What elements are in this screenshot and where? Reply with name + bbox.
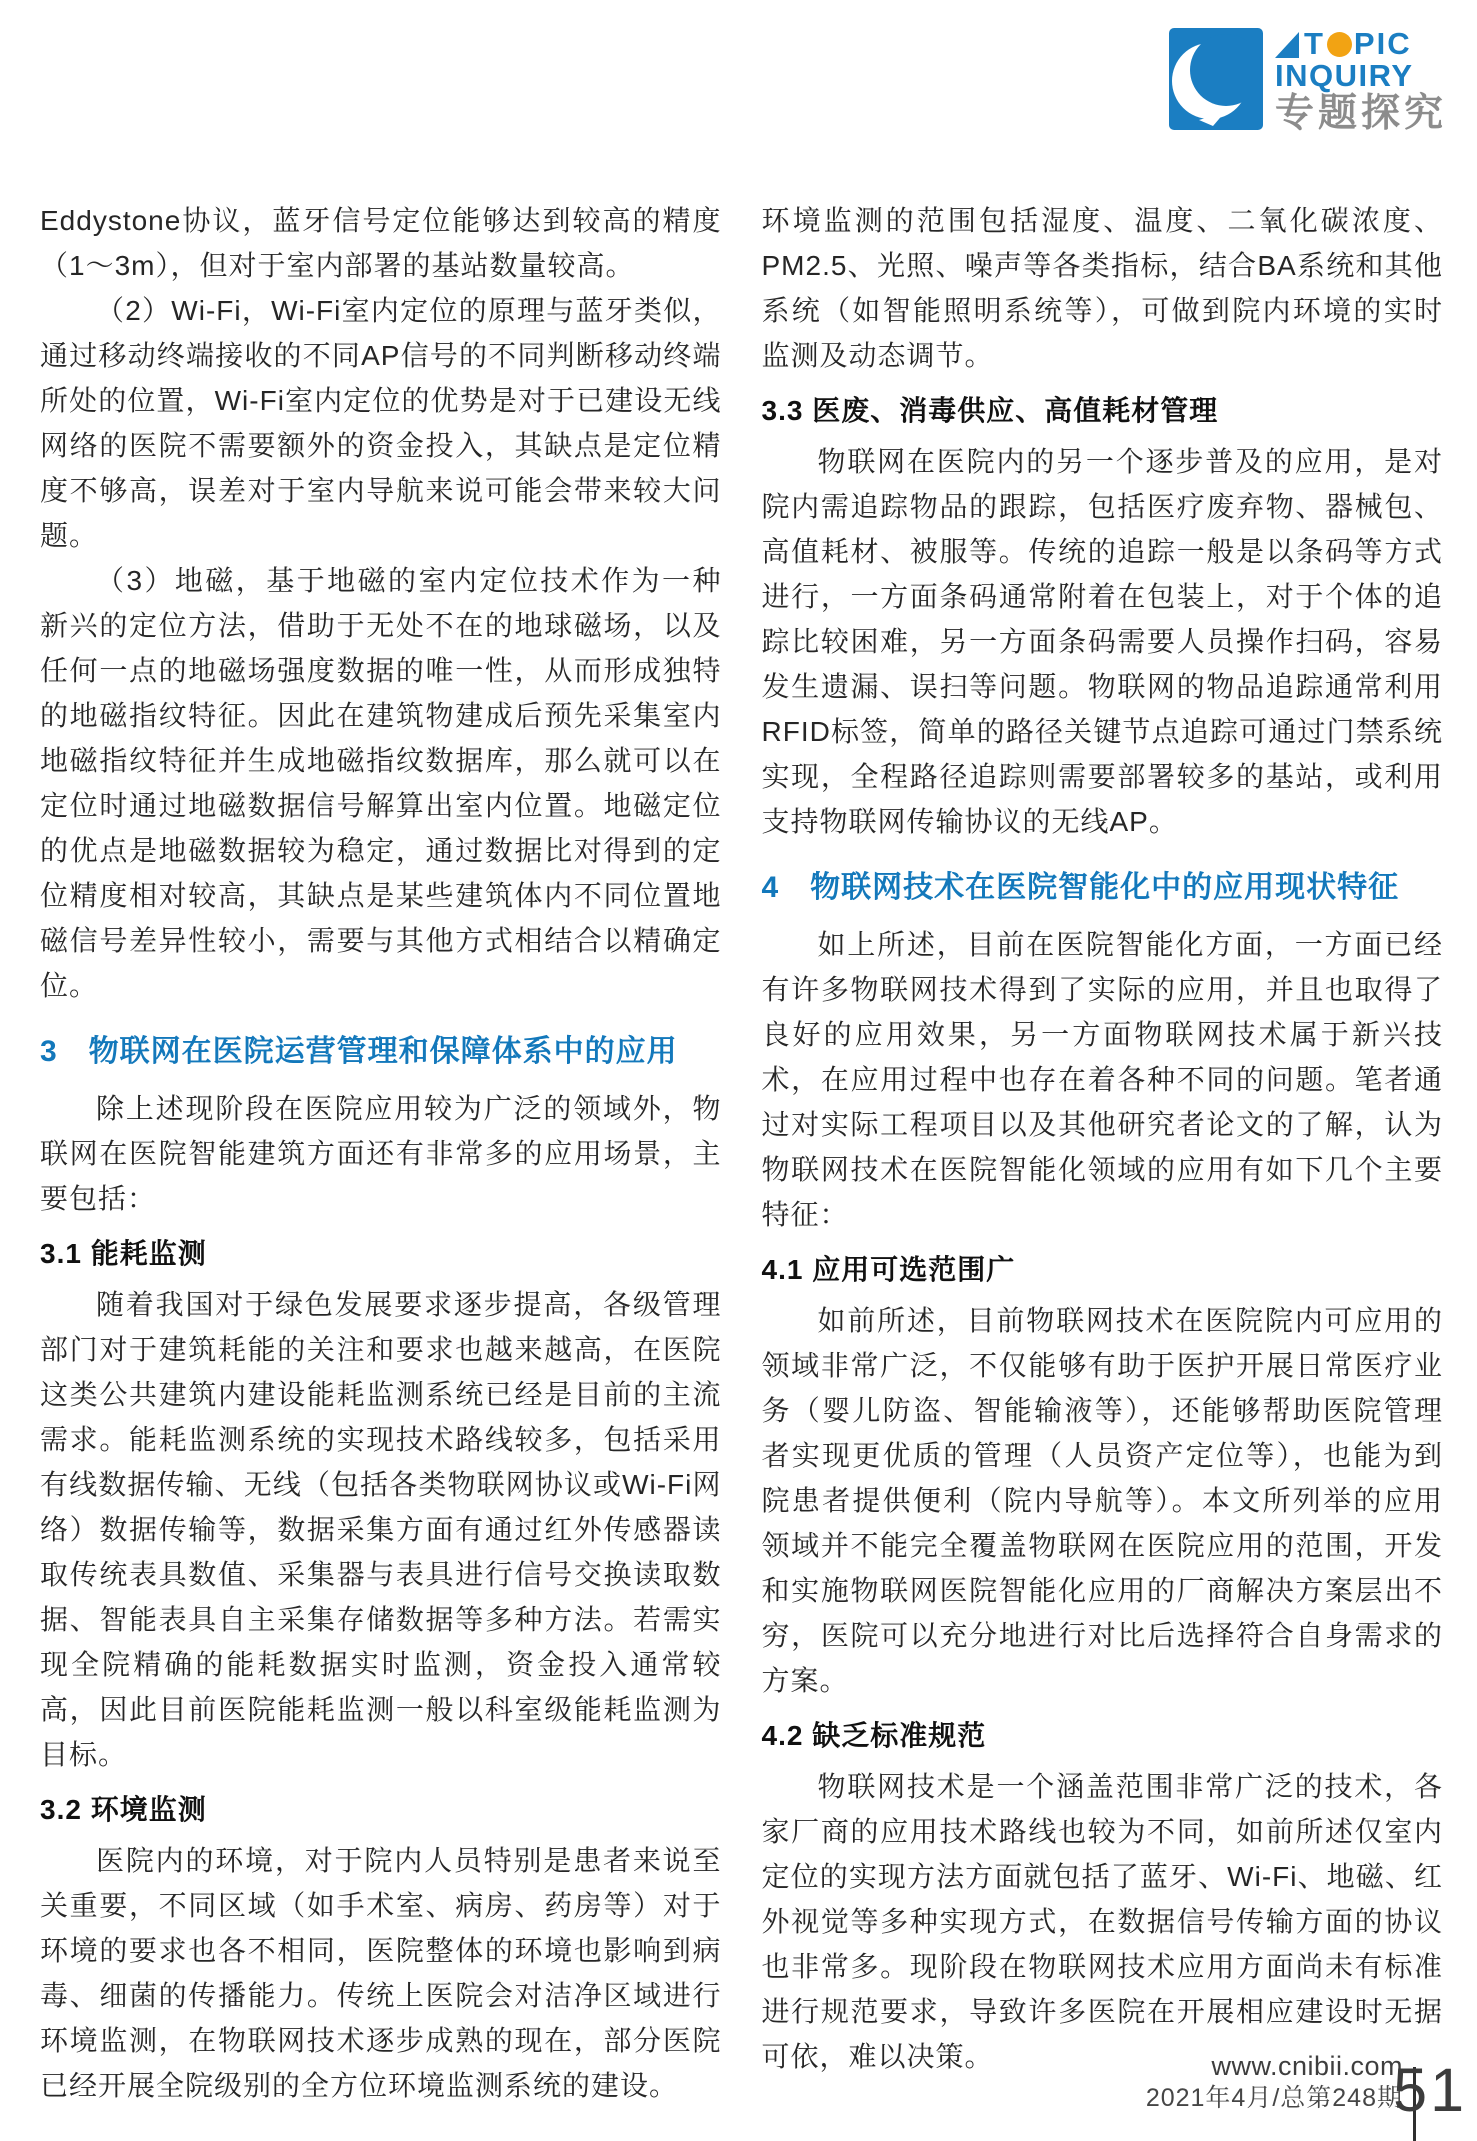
paragraph: 随着我国对于绿色发展要求逐步提高，各级管理部门对于建筑耗能的关注和要求也越来越高，在医院这类公共建筑内建设能耗监测系统已经是目前的主流需求。能耗监测系统的实现技术路线较多，包括采用有线数据传输、无线（包括各类物联网协议或Wi-Fi网络）数据传输等，数据采集方面有通过红外传感器读取传统表具数值、采集器与表具进行信号交换读取数据、智能表具自主采集存储数据等多种方法。若需实现全院精确的能耗数据实时监测，资金投入通常较高，因此目前医院能耗监测一般以科室级能耗监测为目标。 <box>40 1289 722 1770</box>
footer-info <box>1146 2051 1403 2113</box>
paragraph: 医院内的环境，对于院内人员特别是患者来说至关重要，不同区域（如手术室、病房、药房等）对于环境的要求也各不相同，医院整体的环境也影响到病毒、细菌的传播能力。传统上医院会对洁净区域进行环境监测，在物联网技术逐步成熟的现在，部分医院已经开展全院级别的全方位环境监测系统的建设。 <box>40 1845 722 2101</box>
logo-topic-pic: PIC <box>1353 26 1412 61</box>
paragraph: （3）地磁，基于地磁的室内定位技术作为一种新兴的定位方法，借助于无处不在的地球磁场，以及任何一点的地磁场强度数据的唯一性，从而形成独特的地磁指纹特征。因此在建筑物建成后预先采集室内地磁指纹特征并生成地磁指纹数据库，那么就可以在定位时通过地磁数据信号解算出室内位置。地磁定位的优点是地磁数据较为稳定，通过数据比对得到的定位精度相对较高，其缺点是某些建筑体内不同位置地磁信号差异性较小，需要与其他方式相结合以精确定位。 <box>40 565 722 1001</box>
paragraph: 物联网在医院内的另一个逐步普及的应用，是对院内需追踪物品的跟踪，包括医疗废弃物、器械包、高值耗材、被服等。传统的追踪一般是以条码等方式进行，一方面条码通常附着在包装上，对于个体的追踪比较困难，另一方面条码需要人员操作扫码，容易发生遗漏、误扫等问题。物联网的物品追踪通常利用RFID标签，简单的路径关键节点追踪可通过门禁系统实现，全程路径追踪则需要部署较多的基站，或利用支持物联网传输协议的无线AP。 <box>761 446 1443 837</box>
paragraph: 环境监测的范围包括湿度、温度、二氧化碳浓度、PM2.5、光照、噪声等各类指标，结合BA系统和其他系统（如智能照明系统等），可做到院内环境的实时监测及动态调节。 <box>761 205 1443 371</box>
right-column <box>762 198 1444 2108</box>
paragraph: Eddystone协议，蓝牙信号定位能够达到较高的精度（1～3m），但对于室内部署的基站数量较高。 <box>40 205 722 281</box>
paragraph: 如前所述，目前物联网技术在医院院内可应用的领域非常广泛，不仅能够有助于医护开展日常医疗业务（婴儿防盗、智能输液等），还能够帮助医院管理者实现更优质的管理（人员资产定位等），也能为到院患者提供便利（院内导航等）。本文所列举的应用领域并不能完全覆盖物联网在医院应用的范围，开发和实施物联网医院智能化应用的厂商解决方案层出不穷，医院可以充分地进行对比后选择符合自身需求的方案。 <box>761 1305 1443 1696</box>
topic-inquiry-logo <box>1169 28 1447 135</box>
logo-triangle-icon <box>1275 32 1299 58</box>
logo-topic-row <box>1275 26 1412 61</box>
logo-topic-text <box>1303 26 1412 61</box>
page-number: 51 <box>1393 2056 1467 2124</box>
logo-topic-t: T <box>1303 26 1325 61</box>
paragraph: 物联网技术是一个涵盖范围非常广泛的技术，各家厂商的应用技术路线也较为不同，如前所述仅室内定位的实现方法方面就包括了蓝牙、Wi-Fi、地磁、红外视觉等多种实现方式，在数据信号传输方面的协议也非常多。现阶段在物联网技术应用方面尚未有标准进行规范要求，导致许多医院在开展相应建设时无据可依，难以决策。 <box>761 1771 1443 2072</box>
paragraph: 如上所述，目前在医院智能化方面，一方面已经有许多物联网技术得到了实际的应用，并且也取得了良好的应用效果，另一方面物联网技术属于新兴技术，在应用过程中也存在着各种不同的问题。笔者通过对实际工程项目以及其他研究者论文的了解，认为物联网技术在医院智能化领域的应用有如下几个主要特征： <box>761 929 1443 1230</box>
logo-text-block <box>1275 28 1447 135</box>
subsection-heading: 3.1 能耗监测 <box>40 1238 207 1269</box>
footer-website: www.cnibii.com <box>1211 2051 1403 2081</box>
subsection-heading: 4.1 应用可选范围广 <box>761 1254 1016 1285</box>
logo-inquiry-text: INQUIRY <box>1274 58 1414 93</box>
paragraph: （2）Wi-Fi，Wi-Fi室内定位的原理与蓝牙类似，通过移动终端接收的不同AP信号的不同判断移动终端所处的位置，Wi-Fi室内定位的优势是对于已建设无线网络的医院不需要额外的资金投入，其缺点是定位精度不够高，误差对于室内导航来说可能会带来较大问题。 <box>40 295 722 551</box>
footer-issue: 2021年4月/总第248期 <box>1145 2084 1403 2112</box>
subsection-heading: 4.2 缺乏标准规范 <box>761 1720 987 1751</box>
logo-chinese-text: 专题探究 <box>1274 92 1447 135</box>
paragraph: 除上述现阶段在医院应用较为广泛的领域外，物联网在医院智能建筑方面还有非常多的应用场景，主要包括： <box>40 1093 722 1214</box>
logo-orange-dot-icon <box>1327 32 1352 57</box>
section-heading: 3 物联网在医院运营管理和保障体系中的应用 <box>40 1035 678 1068</box>
logo-crescent-icon <box>1169 28 1263 130</box>
section-heading: 4 物联网技术在医院智能化中的应用现状特征 <box>761 871 1400 904</box>
left-column <box>40 198 722 2108</box>
subsection-heading: 3.2 环境监测 <box>40 1794 207 1825</box>
subsection-heading: 3.3 医废、消毒供应、高值耗材管理 <box>761 395 1219 426</box>
